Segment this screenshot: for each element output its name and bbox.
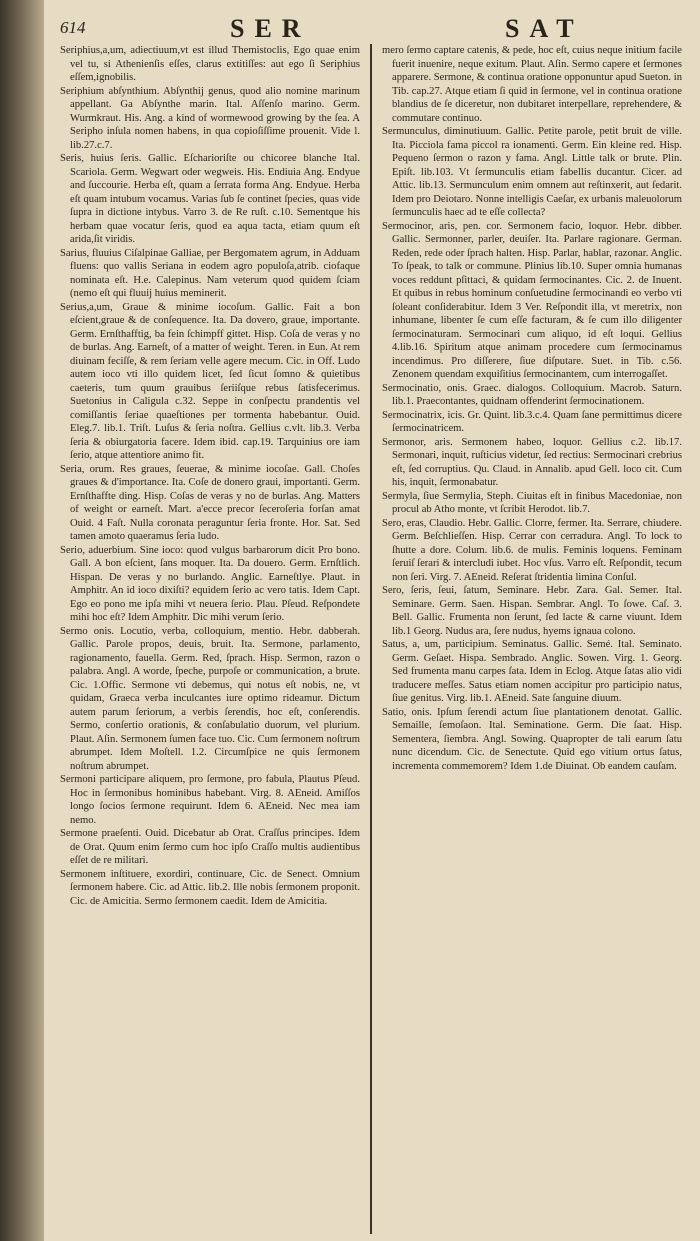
left-column [60, 44, 360, 1234]
entry-sermunculus: Sermunculus, diminutiuum. Gallic. Petite parole, petit bruit de ville. Ita. Picciola fama piccol ra ionamenti. Germ. Ein kleine red. Hisp. Pequeno ſermon o razon y fama. Angl. Little talk or brute. Plin. Epiſt. lib.103. Vt ſermunculis etiam fabellis ducantur. Cicer. ad Attic. lib.13. Sermunculum enim omnem aut reſtinxerit, aut ſedarit. Idem pro Deiotaro. Nonne intelligis Caeſar, ex urbanis maleuolorum ſermunculis haec ad te eſſe collecta? [382, 126, 682, 218]
entry-sermoni-participare: Sermoni participare aliquem, pro ſermone, pro fabula, Plautus Pſeud. Hoc in ſermonibus hominibus habebant. Virg. 8. AEneid. Amiſſos longo ſocios ſermone requirunt. Idem 6. AEneid. Nec mea iam nemo. [60, 774, 360, 826]
entry-sermyla: Sermyla, ſiue Sermylia, Steph. Ciuitas eſt in finibus Macedoniae, non procul ab Atho monte, vt ſcribit Herodot. lib.7. [382, 490, 682, 515]
entry-serio: Serio, aduerbium. Sine ioco: quod vulgus barbarorum dicit Pro bono. Gall. A bon eſcient, ſans moquer. Ita. Da douero. Germ. Ernſtlich. Hispan. De veras y no burlando. Anglic. Earneſtlye. Plaut. in Amphitr. An id ioco dixiſti? equidem ſerio ac vero tatis. Idem Capt. Ego eo pono me ipſa mihi vt neuera ſerio. Plau. Pſeud. Reſpondete mihi hoc eſt? Idem Amphitr. Dic mihi verum ſerio. [60, 544, 360, 623]
entry-sero-claudo: Sero, eras, Claudio. Hebr. Gallic. Clorre, fermer. Ita. Serrare, chiudere. Germ. Beſchlieſſen. Hisp. Cerrar con cerradura. Angl. To lock to ſhutte a dore. Colum. lib.6. de mulis. Feminis loquens. Feminam ſeruiſ ſerari & intercludi iubet. Hoc vſus. Varro eſt. Reſpondit, tecum non ſeri. Virg. 7. AEneid. Reſerat ſtridentia limina Conſul. [382, 517, 682, 583]
entry-seria: Seria, orum. Res graues, ſeuerae, & minime iocoſae. Gall. Choſes graues & d'importance. Ita. Coſe de donero graui, importanti. Germ. Ernſthaffte ding. Hisp. Coſas de veras y no de burlas. Ang. Matters of weight or earneſt. Mart. a'ecce precor ſeceroſeria forſan amat Ouid. 4 Faſt. Nulla coronata peraguntur ſeria fronte. Hor. Sat. Sed tamen amoto quaeramus ſeria ludo. [60, 463, 360, 542]
entry-sermocinor: Sermocinor, aris, pen. cor. Sermonem facio, loquor. Hebr. dibber. Gallic. Sermonner, parler, deuiſer. Ita. Parlare ragionare. German. Reden, rede oder ſprach halten. Hisp. Parlar, hablar, razonar. Anglic. To ſpeak, to talk or commune. Plinius lib.10. Super omnia humanas voces reddunt pſittaci, & quidam ſermocinantes. Cic. 2. de Inuent. Et quibus in rebus hominum conſuetudine ſermocinandi eo verbo vti ſoleant conſiderabitur. Idem 3 Ver. Reſpondit illa, vt meretrix, non inhumane, libenter ſe cum eſſe facturam, & ſe cum illo diligenter ſermocinaturam. Sermocinari cum aliquo, id eſt loqui. Gellius 4.lib.16. Spiritum atque animam procedere cum ſermocinamus incendimus. Pro diſſerere, ſiue diſputare. Suet. in Tib. c.56. Zenonem quendam exquiſitius ſermocinantem, cum interrogaſſet. [382, 220, 682, 380]
page-header [60, 14, 682, 44]
entry-serius: Serius,a,um, Graue & minime iocoſum. Gallic. Fait a bon eſcient,graue & de conſequence. Ita. Da dovero, graue, importante. Germ. Ernſthafftig, ba fein ſchimpff gittet. Hisp. Coſa de veras y no de burlas. Ang. Earneſt, of a matter of weight. Teren. in Eun. At rem diuinam feciſſe, & rem ſeriam velle agere mecum. Cic. in Off. Ludo autem ioco vti illo quidem licet, ſed ſicut ſomno & quietibus caeteris, tum quum grauibus ſeriiſque rebus ſatisfecerimus. Suetonius in Caligula c.32. Seppe in conſpectu prandentis vel comiſſantis ſeriae quaeſtiones per tormenta habebantur. Ouid. Eleg.7. lib.1. Triſt. Luſus & ſeria noſtra. Gellius c.vlt. lib.3. Verba ſeria & obiurgatoria facere. Idem ibid. cap.19. Tarquinius ore iam ſerio, atque attentiore animo fit. [60, 301, 360, 461]
right-running-head: SAT [505, 14, 584, 43]
entry-sermonem-instituere: Sermonem inſtituere, exordiri, continuare, Cic. de Senect. Omnium ſermonem habere. Cic. ad Attic. lib.2. Ille nobis ſermonem proponit. Cic. de Amicitia. Sermo ſermonem caedit. Idem de Amicitia. [60, 868, 360, 907]
entry-seriphius: Seriphius,a,um, adiectiuum,vt est illud Themistoclis, Ego quae enim vel tu, si Athenienſis eſſes, clarus extitiſſes: aut ego ſi Seriphius eſſem,ignobilis. [60, 45, 360, 83]
two-column-body [60, 44, 682, 1234]
book-binding-gutter [0, 0, 44, 1241]
entry-sero-seminare: Sero, ſeris, ſeui, ſatum, Seminare. Hebr. Zara. Gal. Semer. Ital. Seminare. Germ. Saen. Hispan. Sembrar. Angl. To ſowe. Caſ. 3. Bell. Gallic. Frumenta non ſerunt, ſed lacte & carne viuunt. Idem lib.1 Georg. Nudus ara, ſere nudus, hyems ignaua colono. [382, 585, 682, 637]
entry-sermocinatio: Sermocinatio, onis. Graec. dialogos. Colloquium. Macrob. Saturn. lib.1. Praecontantes, quidnam offenderint ſermocinationem. [382, 382, 682, 407]
entry-sermo: Sermo onis. Locutio, verba, colloquium, mentio. Hebr. dabberah. Gallic. Parole propos, deuis, bruit. Ita. Sermone, parlamento, ragionamento, fauella. Germ. Red, ſprach. Hisp. Sermon, razon o palabra. Angl. A worde, ſpeche, purpoſe or communication, a brute. Cic. 1.Offic. Sermone vti debemus, qui notus eſt nobis, ne, vt quidam, Graeca verba inculcantes iure optimo rideamur. Dictum autem parum ſeriorum, a verbis ſerendis, hoc eſt, conſerendis. Sermo, conſertio orationis, & conſabulatio duorum, vel plurium. Plaut. Aſin. Sermonem ſumen face tuo. Cic. Cum ſermonem noſtrum abrumpet. Idem Moſtell. 1.2. Circumſpice ne quis ſermonem noſtrum abrumpet. [60, 625, 360, 772]
entry-satus: Satus, a, um, participium. Seminatus. Gallic. Semé. Ital. Seminato. Germ. Geſaet. Hispa. Sembrado. Anglic. Sowen. Virg. 1. Georg. Sed frumenta manu carpes ſata. Idem in Eclog. Atque ſatas alio vidi traducere meſſes. Satus etiam nomen accipitur pro participio natus, ſiue genitus. Virg. lib.1. AEneid. Sate ſanguine diuum. [382, 639, 682, 704]
entry-sermone-praesenti: Sermone praeſenti. Ouid. Dicebatur ab Orat. Craſſus principes. Idem de Orat. Quum enim ſermo cum hoc ipſo Craſſo multis audientibus eſſet de re militari. [60, 828, 360, 866]
entry-sermo-continued: mero ſermo captare catenis, & pede, hoc eſt, cuius neque initium facile fuerit inuenire, neque exitum. Plaut. Aſin. Sermo capere et ſermones apparere. Sermone, & continua oratione opponuntur apud Sueton. in Tib. cap.27. Atque etiam ſi quid in ſermone, vel in continua oratione blandius de ſe diceretur, non dubitaret interpellare, reprehendere, & commutare continuo. [382, 45, 682, 124]
left-running-head: SER [230, 14, 311, 43]
entry-seris: Seris, huius ſeris. Gallic. Eſcharioriſte ou chicoree blanche Ital. Scariola. Germ. Wegwart oder wegweis. His. Endiuia Ang. Endyue and ſuccourie. Herba eſt, quam a ſerrata forma Ang. Endyue. Herba eſt quam intubum vocamus. Varias ſub ſe continet ſpecies, quas vide ſupra in dictione intybus. Varro 3. de Re ruſt. c.10. Sementque his herbam quae vocatur ſeris, quod ea aqua tacta, etiam quum eſt arida,ſit viridis. [60, 153, 360, 245]
entry-sermocinatrix: Sermocinatrix, icis. Gr. Quint. lib.3.c.4. Quam ſane permittimus dicere ſermocinatricem. [382, 409, 682, 434]
entry-seriphium: Seriphium abſynthium. Abſynthij genus, quod alio nomine marinum appellant. Ga Abſynthe marin. Ital. Aſſenſo marino. Germ. Wurmkraut. His. Ang. a kind of wormewood growing by the ſea. A Seripho inſula nomen habens, in qua copioſiſſime prouenit. Vide l. lib.27.c.7. [60, 85, 360, 151]
right-column [382, 44, 682, 1234]
entry-sarius: Sarius, fluuius Ciſalpinae Galliae, per Bergomatem agrum, in Adduam fluens: quo vallis Seriana in eodem agro populoſa,atrib. ciofaque nominata eſt. H.e. Calepinus. Nam veterum quod quidem ſciam (nemo eſt qui fluuij huius meminerit. [60, 247, 360, 299]
page-number: 614 [60, 18, 86, 37]
entry-satio: Satio, onis. Ipſum ſerendi actum ſiue plantationem denotat. Gallic. Semaille, ſemoſaon. Ital. Seminatione. Germ. Die ſaat. Hisp. Sementera, ſiembra. Angl. Sowing. Quapropter de tali earum ſatu nunc dicendum. Cic. de Senectute. Quid ego vitium ortus ſatus, incrementa commemorem? Idem 1.de Diuinat. Ob eandem cauſam. [382, 706, 682, 772]
entry-sermonor: Sermonor, aris. Sermonem habeo, loquor. Gellius c.2. lib.17. Sermonari, inquit, ruſticius videtur, ſed rectius: Sermocinari crebrius eſt, ſed corruptius. Qu. Claud. in Annalib. apud Gell. loco cit. Cum his, inquit, ſermonabatur. [382, 436, 682, 488]
column-rule [370, 44, 372, 1234]
